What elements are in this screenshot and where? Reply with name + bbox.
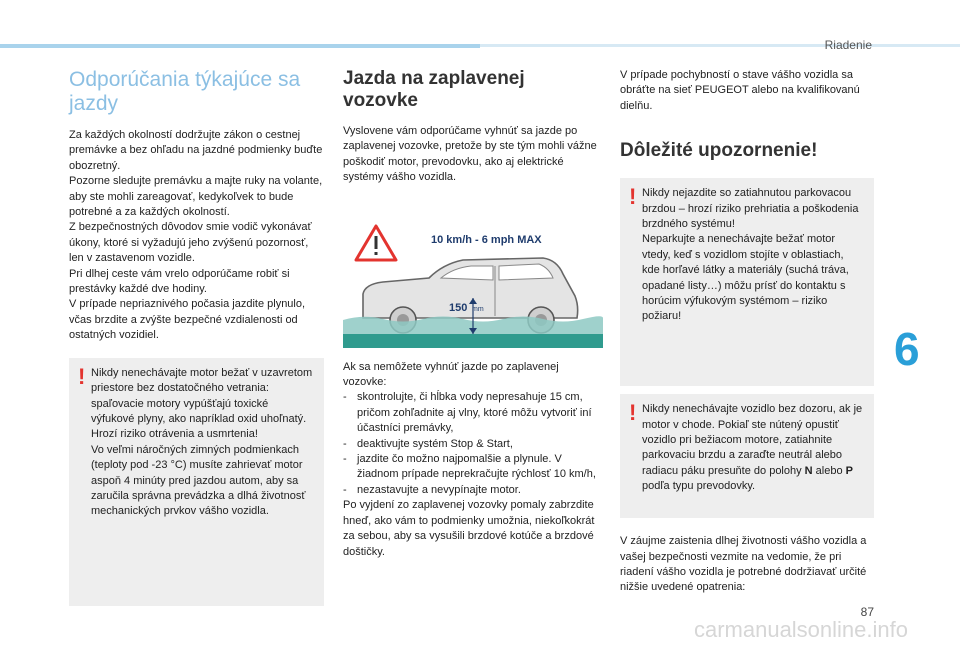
gear-n-label: N <box>804 464 813 477</box>
gear-p-label: P <box>845 464 853 477</box>
warning-text-engine: Nikdy nenechávajte motor bežať v uzavretom priestore bez dostatočného vetrania: spaľovacie motory vypúšťajú toxické výfukové plyny, ako napríklad oxid uhoľnatý. Hrozí riziko otrávenia a usmrtenia! Vo veľmi náročných zimných podmienkach (teploty pod -23 °C) musíte zahrievať motor aspoň 4 minúty pred jazdou autom, aby sa zaručila správna prevádzka a dlhá životnosť mechanických prvkov vášho vozidla. <box>91 366 313 518</box>
warning-box-engine <box>69 358 324 606</box>
section-title-flooded-road: Jazda na zaplavenej vozovke <box>343 68 525 111</box>
doubt-note: V prípade pochybností o stave vášho vozidla sa obráťte na sieť PEUGEOT alebo na kvalifikovanú dielňu. <box>620 69 860 112</box>
column-2 <box>343 68 603 560</box>
column-3 <box>620 68 874 596</box>
longevity-note: V záujme zaistenia dlhej životnosti vášho vozidla a vašej bezpečnosti vezmite na vedomie, že pri riadení vášho vozidla je potrebné dodržiavať určité nižšie uvedené opatrenia: <box>620 535 867 594</box>
header-bar-right <box>480 44 960 47</box>
list-item: - jazdite čo možno najpomalšie a plynule. V žiadnom prípade neprekračujte rýchlosť 10 km/h, <box>343 452 603 483</box>
page-number: 87 <box>860 605 874 619</box>
section-title-important-notice: Dôležité upozornenie! <box>620 140 818 162</box>
list-item: - nezastavujte a nevypínajte motor. <box>343 483 603 498</box>
flooded-road-intro: Vyslovene vám odporúčame vyhnúť sa jazde po zaplavenej vozovke, pretože by ste tým mohli vážne poškodiť motor, prevodovku, ako aj elektrické systémy vášho vozidla. <box>343 125 597 184</box>
warning-icon: ! <box>629 184 637 210</box>
warning-text-part: alebo <box>812 464 846 477</box>
warning-icon: ! <box>629 400 637 426</box>
driving-tips-body: Za každých okolností dodržujte zákon o cestnej premávke a bez ohľadu na jazdné podmienky buďte obozretný. Pozorne sledujte premávku a majte ruky na volante, aby ste mohli zareagovať, kedykoľvek to bude potrebné a za každých okolností. Z bezpečnostných dôvodov smie vodič vykonávať úkony, ktoré si vyžadujú jeho zvýšenú pozornosť, len v zastavenom vozidle. Pri dlhej ceste vám vrelo odporúčame robiť si prestávky každé dve hodiny. V prípade nepriaznivého počasia jazdite plynulo, včas brzdite a zvýšte bezpečné vzdialenosti od ostatných vozidiel. <box>69 129 323 342</box>
flooded-road-steps <box>343 390 603 498</box>
column-1 <box>69 68 324 606</box>
depth-unit: mm <box>472 305 484 313</box>
warning-text-part: Nikdy nenechávajte vozidlo bez dozoru, ak je motor v chode. Pokiaľ ste nútený opustiť vozidlo pri bežiacom motore, zatiahnite parkovaciu brzdu a zaraďte neutrál alebo radiacu páku presuňte do polohy <box>642 403 863 477</box>
chapter-number: 6 <box>894 323 920 375</box>
speed-limit-label: 10 km/h - 6 mph MAX <box>431 233 542 246</box>
warning-box-parking-brake <box>620 178 874 386</box>
flooded-road-outro: Po vyjdení zo zaplavenej vozovky pomaly zabrzdite hneď, ako vám to podmienky umožnia, niekoľkokrát za sebou, aby sa vysušili brzdové kotúče a brzdové doštičky. <box>343 499 595 558</box>
list-item: - skontrolujte, či hĺbka vody nepresahuje 15 cm, pričom zohľadnite aj vlny, ktoré môžu vytvoriť iní účastníci premávky, <box>343 390 603 436</box>
section-label: Riadenie <box>824 38 872 52</box>
warning-icon: ! <box>78 363 86 389</box>
warning-box-unattended <box>620 394 874 518</box>
section-title-driving-tips: Odporúčania týkajúce sa jazdy <box>69 68 301 115</box>
flooded-road-illustration <box>343 216 603 348</box>
car-in-water-illustration <box>343 216 603 348</box>
warning-text-parking-brake: Nikdy nejazdite so zatiahnutou parkovacou brzdou – hrozí riziko prehriatia a poškodenia brzdného systému! Neparkujte a nenechávajte bežať motor vtedy, keď s vozidlom stojíte v oblastiach, kde horľavé látky a materiály (suchá tráva, opadané listy…) môžu prísť do kontaktu s horúcim výfukovým systémom – riziko požiaru! <box>642 187 859 323</box>
list-item: - deaktivujte systém Stop & Start, <box>343 437 603 452</box>
warning-text-part: podľa typu prevodovky. <box>642 480 756 493</box>
header-bar <box>0 44 480 48</box>
depth-value: 150 <box>449 301 468 314</box>
flooded-road-lead: Ak sa nemôžete vyhnúť jazde po zaplavenej vozovke: <box>343 360 559 389</box>
watermark: carmanualsonline.info <box>693 617 908 642</box>
warning-text-unattended <box>642 402 864 494</box>
